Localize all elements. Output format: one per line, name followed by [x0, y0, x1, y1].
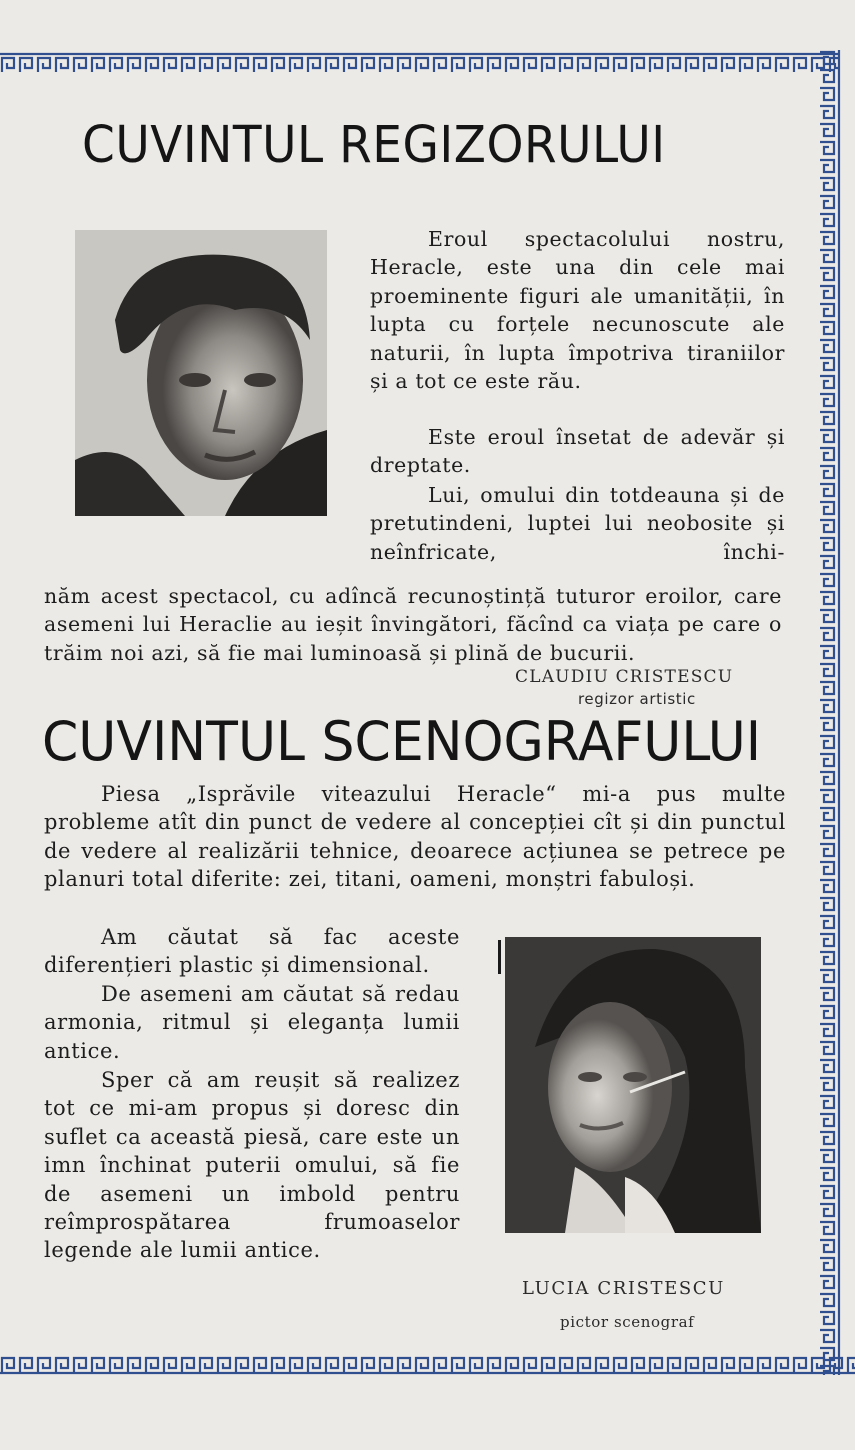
director-paragraph-1: Eroul spectacolului nostru, Heracle, este una din cele mai proeminente figuri ale umanității, în lupta cu forțele necunoscute ale naturii, în lupta împotriva tiraniilor și a tot ce este rău.	[370, 227, 785, 394]
designer-paragraph-4: Sper că am reușit să realizez tot ce mi-am propus și doresc din suflet ca această piesă, care este un imn închinat puterii omului, să fie de asemeni un imbold pentru reîmprospătarea frumoaselor legende ale lumii antice.	[44, 1068, 460, 1263]
designer-signature: LUCIA CRISTESCU	[522, 1278, 725, 1299]
director-paragraph-3-continued: năm acest spectacol, cu adîncă recunoștință tuturor eroilor, care asemeni lui Heraclie au ieșit învingători, făcînd ca viața pe care o trăim noi azi, să fie mai luminoasă și plină de bucurii.	[44, 584, 782, 665]
designer-role: pictor scenograf	[560, 1313, 695, 1331]
designer-paragraph-1: Piesa „Isprăvile viteazului Heracle“ mi-a pus multe probleme atît din punct de vedere al concepției cît și din punctul de vedere al realizării tehnice, deoarece acțiunea se petrece pe planuri total diferite: zei, titani, oameni, monștri fabuloși.	[44, 782, 786, 892]
director-paragraph-2: Este eroul însetat de adevăr și dreptate.	[370, 425, 785, 478]
print-mark	[498, 940, 501, 974]
designer-section-title: CUVINTUL SCENOGRAFULUI	[42, 710, 762, 774]
designer-paragraph-3: De asemeni am căutat să redau armonia, ritmul și eleganța lumii antice.	[44, 982, 460, 1063]
designer-portrait-photo	[505, 937, 761, 1233]
director-portrait-photo	[75, 230, 327, 516]
greek-key-border-bottom	[0, 1350, 855, 1376]
director-paragraph-3: Lui, omului din totdeauna și de pretutindeni, luptei lui neobosite și neînfricate, închi-	[370, 483, 785, 564]
designer-paragraph-2: Am căutat să fac aceste diferențieri plastic și dimensional.	[44, 925, 460, 978]
greek-key-border-right	[814, 50, 842, 1375]
director-section-title: CUVINTUL REGIZORULUI	[82, 115, 666, 176]
director-signature: CLAUDIU CRISTESCU	[515, 667, 734, 687]
director-role: regizor artistic	[578, 690, 696, 708]
greek-key-border-top	[0, 50, 838, 78]
